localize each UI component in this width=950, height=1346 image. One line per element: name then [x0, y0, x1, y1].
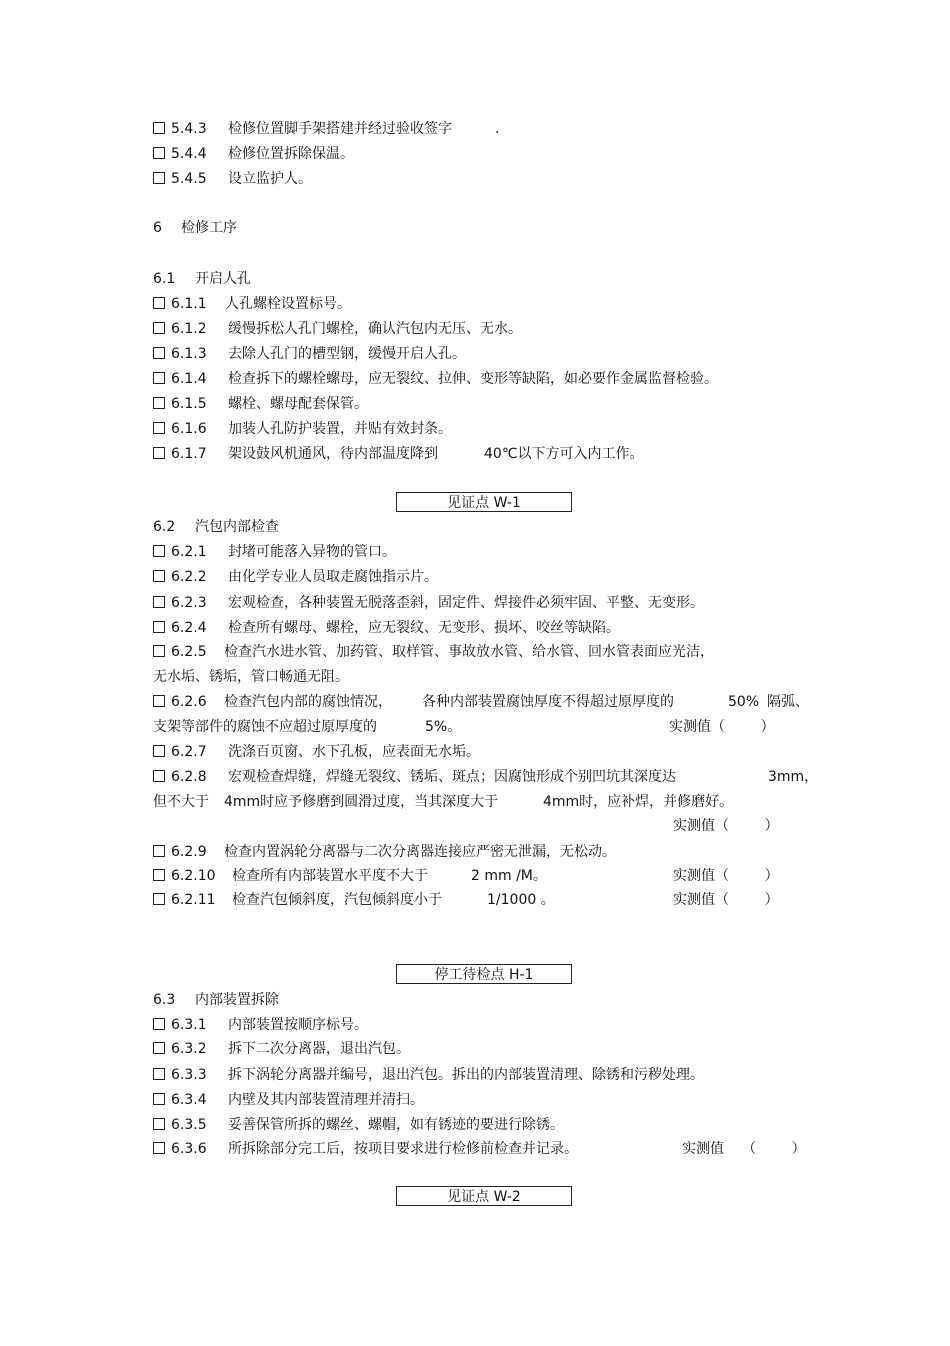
section-number: 6.3 [153, 992, 176, 1008]
checklist-item: 6.2.11 [153, 891, 216, 909]
checklist-item: 6.2.9 [153, 843, 207, 861]
witness-point-box: 见证点 W-1 [396, 492, 572, 512]
checkbox[interactable] [153, 172, 165, 184]
item-text: 检查汽水进水管、加药管、取样管、事故放水管、给水管、回水管表面应光洁， [224, 644, 714, 660]
section-number: 6 [153, 220, 162, 236]
witness-point-box: 见证点 W-2 [396, 1186, 572, 1206]
item-text: 去除人孔门的槽型钢，缓慢开启人孔。 [228, 346, 466, 362]
checkbox[interactable] [153, 1018, 165, 1030]
hold-point-box: 停工待检点 H-1 [396, 964, 572, 984]
item-text-cont: 支架等部件的腐蚀不应超过原厚度的 [153, 719, 377, 735]
section-title: 汽包内部检查 [195, 519, 279, 535]
checklist-item: 6.1.2 [153, 320, 207, 338]
item-text-cont: 4mm时，应补焊，并修磨好。 [543, 794, 734, 810]
item-text: 所拆除部分完工后，按项目要求进行检修前检查并记录。 [228, 1141, 578, 1157]
section-number: 6.2 [153, 519, 176, 535]
checkbox[interactable] [153, 1068, 165, 1080]
checkbox[interactable] [153, 347, 165, 359]
checklist-item: 6.2.7 [153, 743, 207, 761]
checkbox[interactable] [153, 869, 165, 881]
section-title: 检修工序 [181, 220, 237, 236]
checklist-item: 6.3.6 [153, 1140, 207, 1158]
checklist-item: 6.1.5 [153, 395, 207, 413]
checkbox[interactable] [153, 596, 165, 608]
item-text: 检查汽包内部的腐蚀情况， [224, 694, 392, 710]
item-text: 隔弧、 [767, 694, 809, 710]
item-value: 1/1000 。 [487, 892, 555, 908]
checklist-item: 5.4.3 [153, 120, 207, 138]
checklist-item: 6.2.4 [153, 619, 207, 637]
checklist-item: 6.2.1 [153, 543, 207, 561]
section-title: 开启人孔 [195, 271, 251, 287]
item-text: 设立监护人。 [228, 171, 312, 187]
checklist-item: 6.3.3 [153, 1066, 207, 1084]
checkbox[interactable] [153, 545, 165, 557]
checkbox[interactable] [153, 1142, 165, 1154]
checklist-item: 5.4.4 [153, 145, 207, 163]
item-text: 检查所有内部装置水平度不大于 [232, 868, 428, 884]
checkbox[interactable] [153, 845, 165, 857]
item-text: 拆下二次分离器，退出汽包。 [228, 1041, 410, 1057]
item-value: 5%。 [425, 719, 462, 735]
checkbox[interactable] [153, 372, 165, 384]
item-text: 各种内部装置腐蚀厚度不得超过原厚度的 [422, 694, 674, 710]
checklist-item: 6.2.5 [153, 643, 207, 661]
checklist-item: 6.2.10 [153, 867, 216, 885]
item-value: 2 mm /M。 [471, 868, 547, 884]
item-text-cont: 4mm时应予修磨到圆滑过度，当其深度大于 [224, 794, 499, 810]
measured-value-field[interactable]: 实测值（ ） [673, 818, 779, 834]
checkbox[interactable] [153, 447, 165, 459]
item-text: 宏观检查，各种装置无脱落歪斜，固定件、焊接件必须牢固、平整、无变形。 [228, 595, 704, 611]
checkbox[interactable] [153, 322, 165, 334]
item-text: 人孔螺栓设置标号。 [225, 296, 351, 312]
item-text: 缓慢拆松人孔门螺栓，确认汽包内无压、无水。 [228, 321, 522, 337]
checklist-item: 6.2.8 [153, 768, 207, 786]
measured-value-field[interactable]: （ ） [742, 1141, 806, 1157]
item-text: 检查拆下的螺栓螺母，应无裂纹、拉伸、变形等缺陷，如必要作金属监督检验。 [228, 371, 718, 387]
item-text: 妥善保管所拆的螺丝、螺帽，如有锈迹的要进行除锈。 [228, 1117, 564, 1133]
item-text: 封堵可能落入异物的管口。 [228, 544, 396, 560]
checklist-item: 6.1.6 [153, 420, 207, 438]
item-text: 由化学专业人员取走腐蚀指示片。 [228, 569, 438, 585]
checklist-item: 6.3.2 [153, 1040, 207, 1058]
checklist-item: 6.3.5 [153, 1116, 207, 1134]
checkbox[interactable] [153, 893, 165, 905]
checkbox[interactable] [153, 695, 165, 707]
measured-value-field[interactable]: 实测值（ ） [673, 868, 779, 884]
item-text: 内壁及其内部装置清理并清扫。 [228, 1092, 424, 1108]
checklist-item: 6.2.6 [153, 693, 207, 711]
checklist-item: 6.1.7 [153, 445, 207, 463]
checkbox[interactable] [153, 570, 165, 582]
item-text: 检修位置脚手架搭建并经过验收签字 [228, 121, 452, 137]
checklist-item: 6.2.2 [153, 568, 207, 586]
checkbox[interactable] [153, 645, 165, 657]
item-text: 内部装置按顺序标号。 [228, 1017, 368, 1033]
checkbox[interactable] [153, 1042, 165, 1054]
item-text: 加装人孔防护装置，并贴有效封条。 [228, 421, 452, 437]
checklist-item: 6.2.3 [153, 594, 207, 612]
checkbox[interactable] [153, 1118, 165, 1130]
item-text-cont: 但不大于 [153, 794, 209, 810]
checklist-item: 6.3.4 [153, 1091, 207, 1109]
measured-value-label: 实测值 [682, 1141, 724, 1157]
item-text: 拆下涡轮分离器并编号，退出汽包。拆出的内部装置清理、除锈和污秽处理。 [228, 1067, 704, 1083]
checkbox[interactable] [153, 745, 165, 757]
checklist-item: 5.4.5 [153, 170, 207, 188]
checkbox[interactable] [153, 122, 165, 134]
checklist-item: 6.1.4 [153, 370, 207, 388]
checklist-item: 6.3.1 [153, 1016, 207, 1034]
item-text: 螺栓、螺母配套保管。 [228, 396, 368, 412]
checkbox[interactable] [153, 621, 165, 633]
item-text: 检查汽包倾斜度，汽包倾斜度小于 [232, 892, 442, 908]
item-tail: . [495, 121, 500, 137]
checkbox[interactable] [153, 1093, 165, 1105]
checkbox[interactable] [153, 422, 165, 434]
section-number: 6.1 [153, 271, 176, 287]
checklist-item: 6.1.3 [153, 345, 207, 363]
checkbox[interactable] [153, 147, 165, 159]
measured-value-field[interactable]: 实测值（ ） [669, 719, 775, 735]
checkbox[interactable] [153, 770, 165, 782]
item-text: 架设鼓风机通风，待内部温度降到 [228, 446, 438, 462]
checkbox[interactable] [153, 397, 165, 409]
item-value: 3mm， [768, 769, 819, 785]
item-text: 宏观检查焊缝，焊缝无裂纹、锈垢、斑点；因腐蚀形成个别凹坑其深度达 [228, 769, 676, 785]
item-text: 检查所有螺母、螺栓，应无裂纹、无变形、损坏、咬丝等缺陷。 [228, 620, 620, 636]
section-title: 内部装置拆除 [195, 992, 279, 1008]
item-text: 洗涤百页窗、水下孔板，应表面无水垢。 [228, 744, 480, 760]
item-value: 50% [728, 694, 760, 710]
item-text-cont: 40℃以下方可入内工作。 [484, 446, 644, 462]
checkbox[interactable] [153, 297, 165, 309]
item-text-cont: 无水垢、锈垢，管口畅通无阻。 [153, 669, 349, 685]
item-text: 检修位置拆除保温。 [228, 146, 354, 162]
checklist-item: 6.1.1 [153, 295, 207, 313]
item-text: 检查内置涡轮分离器与二次分离器连接应严密无泄漏，无松动。 [224, 844, 616, 860]
measured-value-field[interactable]: 实测值（ ） [673, 892, 779, 908]
